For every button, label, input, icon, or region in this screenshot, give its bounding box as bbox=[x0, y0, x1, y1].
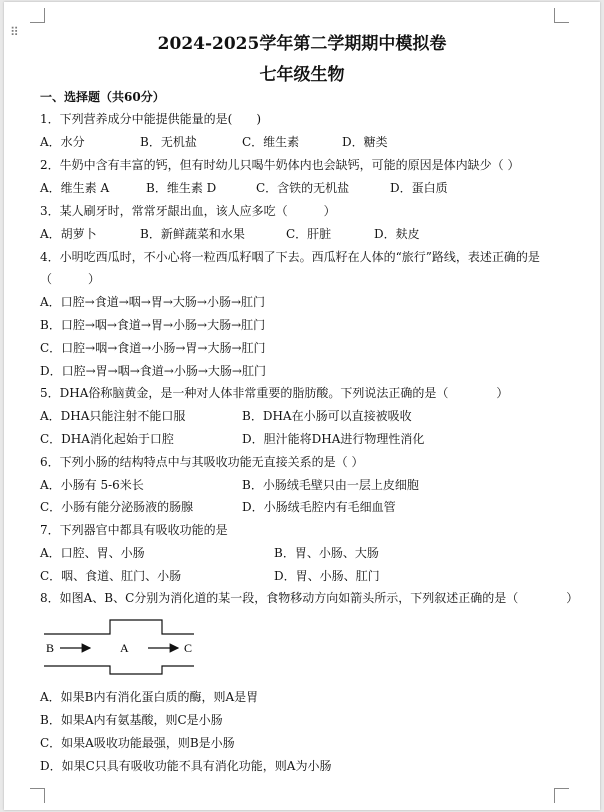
question-6-options-row2 bbox=[40, 498, 580, 516]
question-4-paren: （ ） bbox=[40, 272, 101, 286]
option: B．口腔→咽→食道→胃→小肠→大肠→肛门 bbox=[40, 318, 266, 332]
question-5-options-row2 bbox=[40, 430, 580, 448]
drag-handle-icon[interactable]: ⠿ bbox=[10, 25, 20, 39]
option: C．含铁的无机盐 bbox=[256, 181, 350, 195]
question-1: 1．下列营养成分中能提供能量的是( ) bbox=[40, 112, 261, 126]
corner-mark-bottom-right bbox=[554, 788, 569, 803]
exam-subtitle: 七年级生物 bbox=[259, 65, 345, 85]
option: D．胃、小肠、肛门 bbox=[274, 569, 380, 583]
label-a: A bbox=[120, 641, 129, 655]
option: C．DHA消化起始于口腔 bbox=[40, 432, 174, 446]
corner-mark-top-right bbox=[554, 8, 569, 23]
option: D．小肠绒毛腔内有毛细血管 bbox=[242, 500, 396, 514]
option: C．咽、食道、肛门、小肠 bbox=[40, 569, 182, 583]
tract-lower-wall bbox=[44, 666, 194, 674]
question-4: 4．小明吃西瓜时，不小心将一粒西瓜籽咽了下去。西瓜籽在人体的“旅行”路线，表述正确的是 bbox=[40, 250, 540, 264]
question-3-options bbox=[40, 225, 580, 243]
option: C．肝脏 bbox=[286, 227, 332, 241]
option: C．小肠有能分泌肠液的肠腺 bbox=[40, 500, 194, 514]
option: D．麸皮 bbox=[374, 227, 420, 241]
option: B．维生素 D bbox=[146, 181, 217, 195]
option: D．蛋白质 bbox=[390, 181, 448, 195]
option: D．胆汁能将DHA进行物理性消化 bbox=[242, 432, 425, 446]
document-page bbox=[4, 2, 600, 810]
digestive-tract-diagram bbox=[40, 616, 202, 678]
option: A．小肠有 5-6米长 bbox=[40, 478, 144, 492]
exam-title: 2024-2025学年第二学期期中模拟卷 bbox=[157, 34, 447, 54]
option: B．胃、小肠、大肠 bbox=[274, 546, 379, 560]
option: A．口腔→食道→咽→胃→大肠→小肠→肛门 bbox=[40, 295, 265, 309]
question-6-options-row1 bbox=[40, 476, 580, 494]
option: C．口腔→咽→食道→小肠→胃→大肠→肛门 bbox=[40, 341, 266, 355]
option: D．口腔→胃→咽→食道→小肠→大肠→肛门 bbox=[40, 364, 266, 378]
option: B．DHA在小肠可以直接被吸收 bbox=[242, 409, 412, 423]
question-1-options bbox=[40, 133, 580, 151]
question-2: 2．牛奶中含有丰富的钙，但有时幼儿只喝牛奶体内也会缺钙，可能的原因是体内缺少（ ） bbox=[40, 158, 520, 172]
corner-mark-top-left bbox=[30, 8, 45, 23]
label-c: C bbox=[184, 641, 193, 655]
option: B．无机盐 bbox=[140, 135, 197, 149]
question-6: 6．下列小肠的结构特点中与其吸收功能无直接关系的是（ ） bbox=[40, 455, 364, 469]
option: C．如果A吸收功能最强，则B是小肠 bbox=[40, 736, 235, 750]
option: A．口腔、胃、小肠 bbox=[40, 546, 145, 560]
option: C．维生素 bbox=[242, 135, 300, 149]
option: D．如果C只具有吸收功能不具有消化功能，则A为小肠 bbox=[40, 759, 332, 773]
question-5-options-row1 bbox=[40, 407, 580, 425]
question-8: 8．如图A、B、C分别为消化道的某一段，食物移动方向如箭头所示，下列叙述正确的是（ ） bbox=[40, 591, 579, 605]
option: A．维生素 A bbox=[40, 181, 110, 195]
option: B．如果A内有氨基酸，则C是小肠 bbox=[40, 713, 223, 727]
option: A．如果B内有消化蛋白质的酶，则A是胃 bbox=[40, 690, 259, 704]
question-3: 3．某人刷牙时，常常牙龈出血，该人应多吃（ ） bbox=[40, 204, 336, 218]
question-5: 5．DHA俗称脑黄金，是一种对人体非常重要的脂肪酸。下列说法正确的是（ ） bbox=[40, 386, 509, 400]
option: A．水分 bbox=[40, 135, 85, 149]
question-7: 7．下列器官中都具有吸收功能的是 bbox=[40, 523, 228, 537]
option: A．DHA只能注射不能口服 bbox=[40, 409, 186, 423]
option: B．新鲜蔬菜和水果 bbox=[140, 227, 245, 241]
option: B．小肠绒毛壁只由一层上皮细胞 bbox=[242, 478, 419, 492]
question-2-options bbox=[40, 179, 580, 197]
option: A．胡萝卜 bbox=[40, 227, 97, 241]
tract-upper-wall bbox=[44, 620, 194, 634]
section-heading: 一、选择题（共60分） bbox=[40, 90, 165, 104]
corner-mark-bottom-left bbox=[30, 788, 45, 803]
label-b: B bbox=[46, 641, 55, 655]
option: D．糖类 bbox=[342, 135, 388, 149]
question-7-options-row2 bbox=[40, 567, 580, 585]
question-7-options-row1 bbox=[40, 544, 580, 562]
